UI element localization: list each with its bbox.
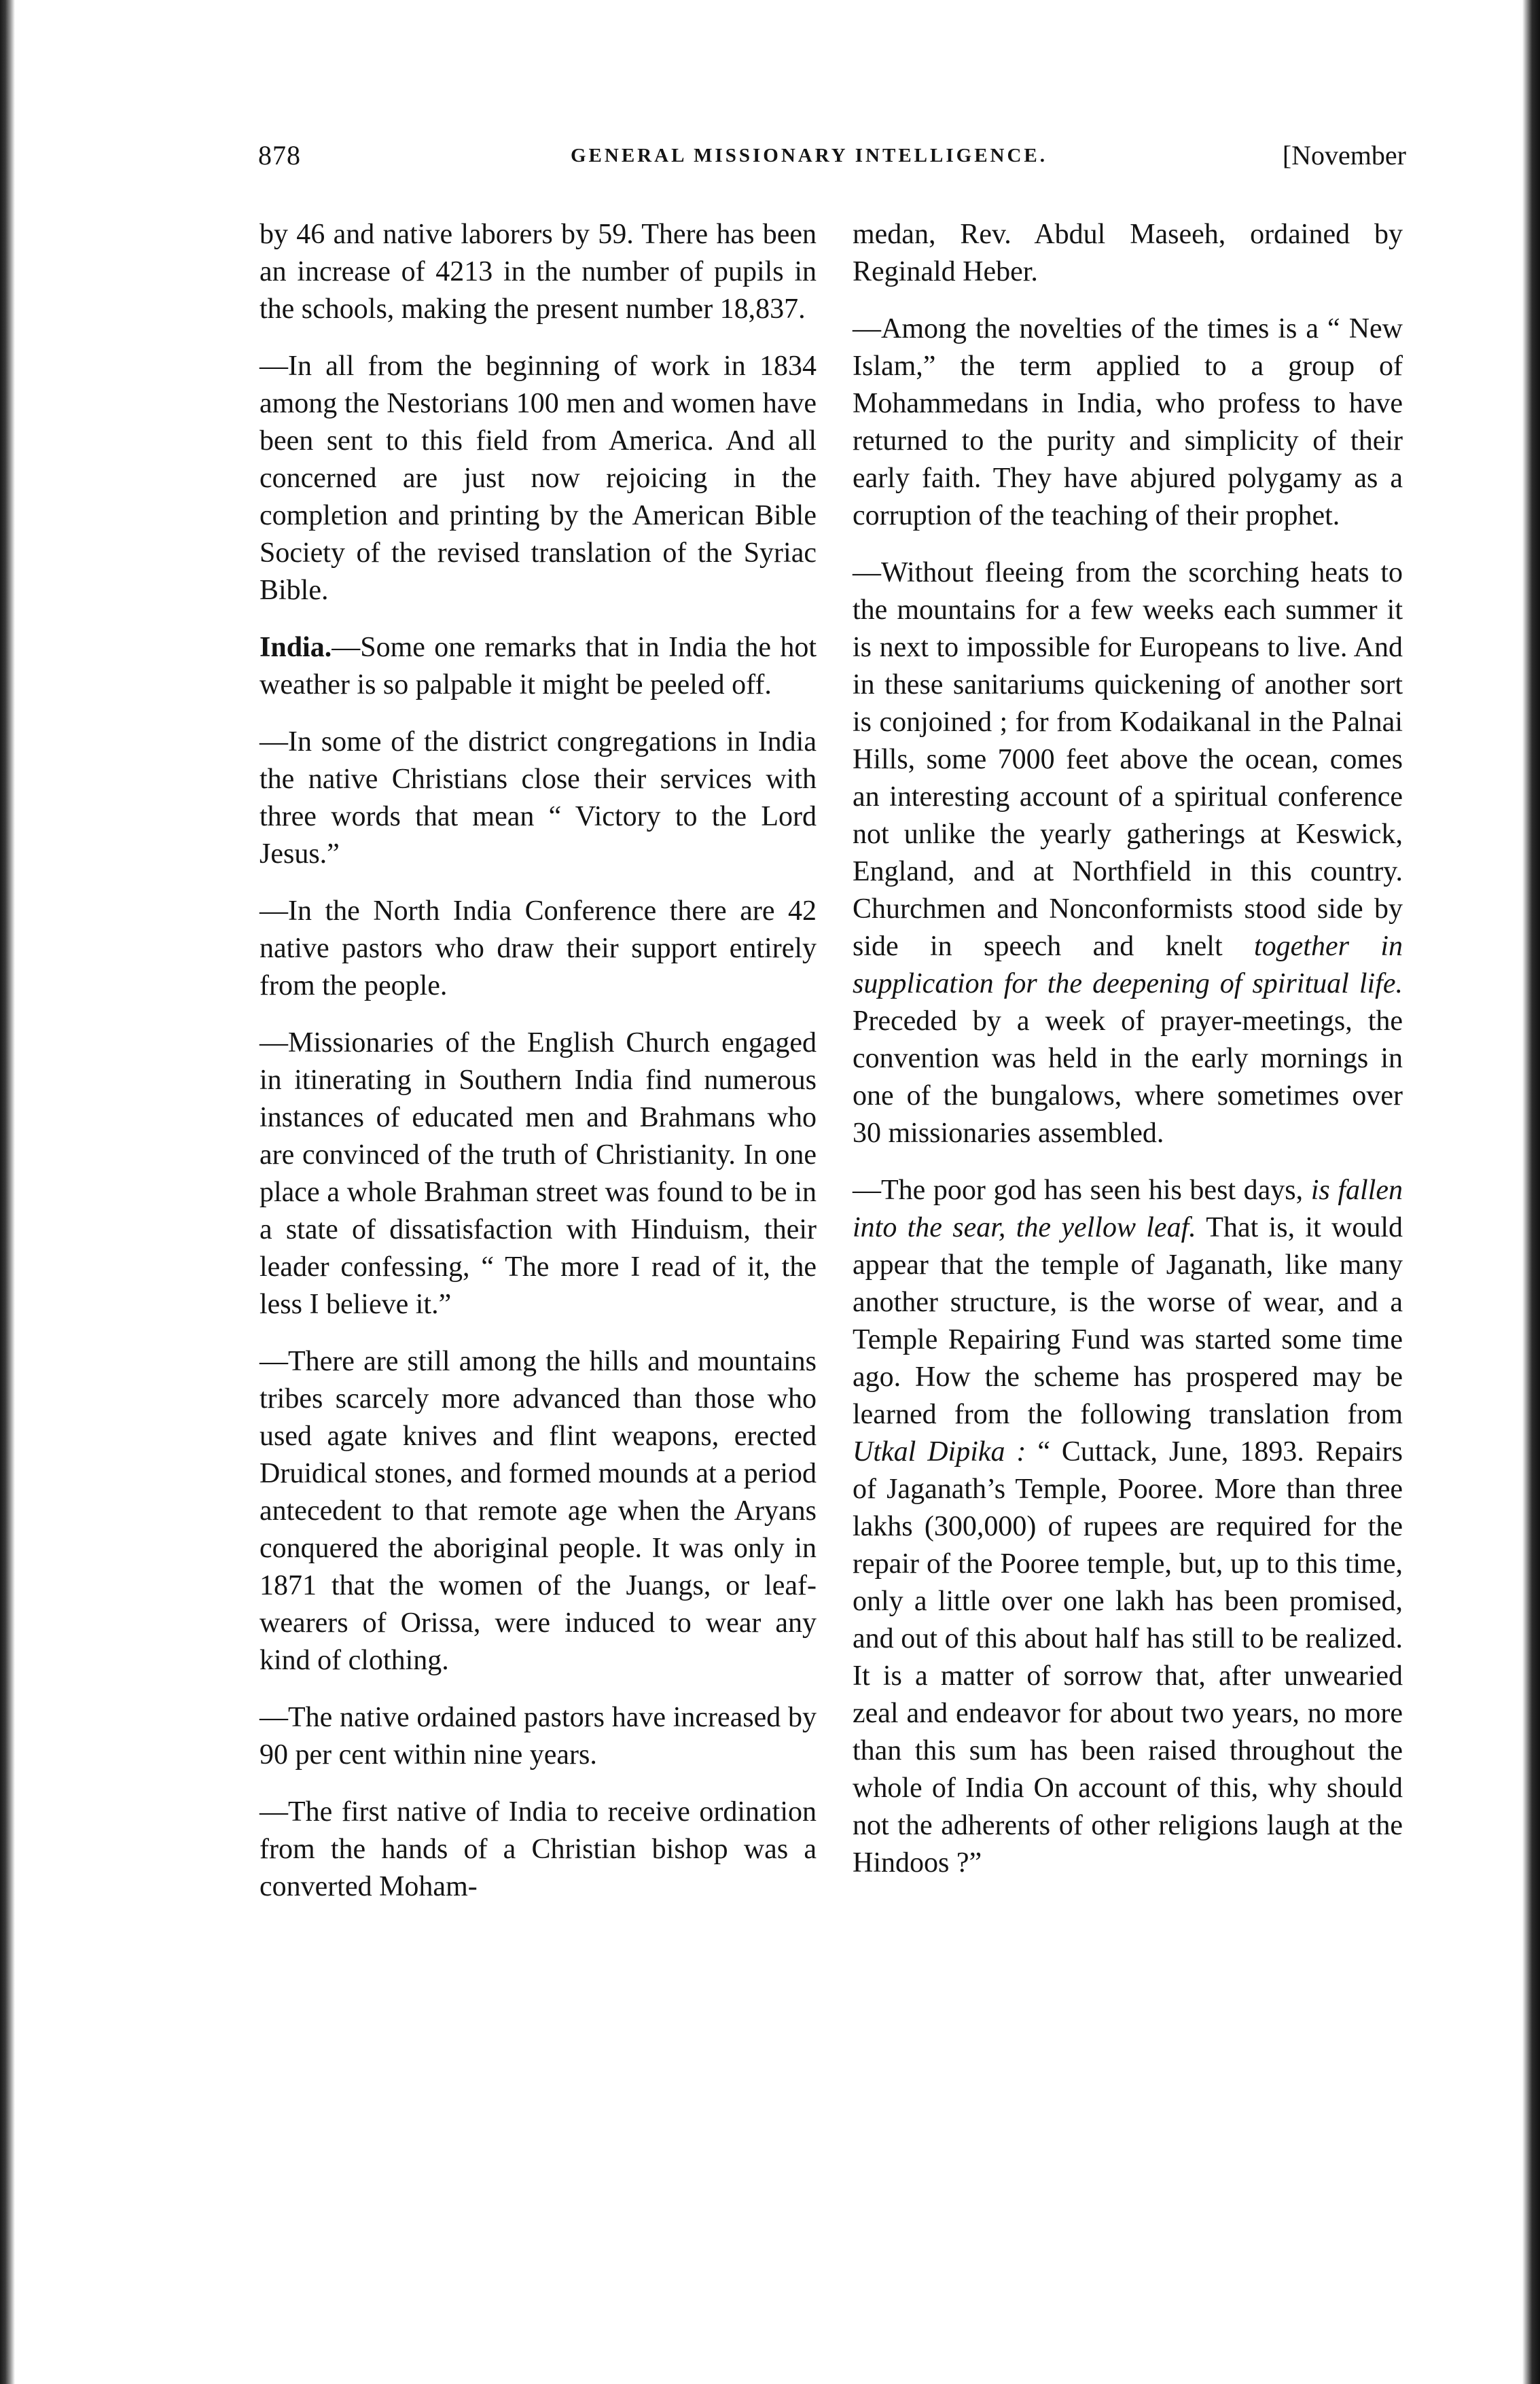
paragraph: —The native ordained pastors have increased by 90 per cent within nine years.: [259, 1702, 817, 1771]
text-run: Preceded by a week of prayer-meetings, the convention was held in the early mornings in one of the bungalows, where sometimes over 30 missionaries assembled.: [853, 1006, 1403, 1149]
italic-text: is fallen into the sear, the yellow leaf.: [853, 1175, 1403, 1243]
paragraph: —In the North India Conference there are 42 native pastors who draw their support entirely from the people.: [259, 895, 817, 1001]
running-title: GENERAL MISSIONARY INTELLIGENCE.: [571, 145, 1048, 166]
paragraph: —In some of the district congregations in India the native Christians close their services with three words that mean “ Victory to the Lord Jesus.”: [259, 726, 817, 870]
source-title: Utkal Dipika :: [853, 1436, 1026, 1467]
text-run: That is, it would appear that the temple of Jaganath, like many another structure, is the worse of wear, and a Temple Repairing Fund was started some time ago. How the scheme has prospered may be learned from the following translation from: [853, 1212, 1403, 1430]
paragraph: medan, Rev. Abdul Maseeh, ordained by Reginald Heber.: [853, 219, 1403, 287]
text-run: —Without fleeing from the scorching heats to the mountains for a few weeks each summer it is next to impossible for Europeans to live. And in these sanitariums quickening of another sort is conjoined ; for from Kodaikanal in the Palnai Hills, some 7000 feet above the ocean, comes an interesting account of a spiritual conference not unlike the yearly gatherings at Keswick, England, and at Northfield in this country. Churchmen and Nonconformists stood side by side in speech and knelt: [853, 557, 1403, 962]
section-heading-india: India.: [259, 632, 332, 663]
india-section-paragraph: [259, 629, 817, 704]
scan-edge-left: [0, 0, 15, 2384]
scan-edge-right: [1522, 0, 1540, 2384]
left-column: [259, 216, 817, 1925]
paragraph: [853, 1172, 1403, 1882]
paragraph: —There are still among the hills and mountains tribes scarcely more advanced than those who used agate knives and flint weapons, erected Druidical stones, and formed mounds at a period antecedent to that remote age when the Aryans conquered the aboriginal people. It was only in 1871 that the women of the Juangs, or leaf-wearers of Orissa, were induced to wear any kind of clothing.: [259, 1346, 817, 1676]
paragraph: —Among the novelties of the times is a “ New Islam,” the term applied to a group of Mohammedans in India, who profess to have returned to the purity and simplicity of their early faith. They have abjured polygamy as a corruption of the teaching of their prophet.: [853, 313, 1403, 531]
issue-month: [November: [1282, 140, 1406, 171]
right-column: [853, 216, 1403, 1902]
text-run: —The poor god has seen his best days,: [853, 1175, 1311, 1206]
paragraph: [853, 554, 1403, 1152]
paragraph: —The first native of India to receive ordination from the hands of a Christian bishop was a converted Moham-: [259, 1796, 817, 1902]
text-run: “ Cuttack, June, 1893. Repairs of Jaganath’s Temple, Pooree. More than three lakhs (300,000) of rupees are required for the repair of the Pooree temple, but, up to this time, only a little over one lakh has been promised, and out of this about half has still to be realized. It is a matter of sorrow that, after unwearied zeal and endeavor for about two years, no more than this sum has been raised throughout the whole of India On account of this, why should not the adherents of other religions laugh at the Hindoos ?”: [853, 1436, 1403, 1879]
paragraph: by 46 and native laborers by 59. There has been an increase of 4213 in the number of pupils in the schools, making the present number 18,837.: [259, 219, 817, 325]
page-number: 878: [258, 140, 301, 171]
india-section-text: —Some one remarks that in India the hot weather is so palpable it might be peeled off.: [259, 632, 817, 700]
paragraph: —Missionaries of the English Church engaged in itinerating in Southern India find numerous instances of educated men and Brahmans who are convinced of the truth of Christianity. In one place a whole Brahman street was found to be in a state of dissatisfaction with Hinduism, their leader confessing, “ The more I read of it, the less I believe it.”: [259, 1027, 817, 1320]
paragraph: —In all from the beginning of work in 1834 among the Nestorians 100 men and women have been sent to this field from America. And all concerned are just now rejoicing in the completion and printing by the American Bible Society of the revised translation of the Syriac Bible.: [259, 351, 817, 606]
italic-text: together in supplication for the deepening of spiritual life.: [853, 931, 1403, 999]
page-header: [258, 139, 1406, 180]
